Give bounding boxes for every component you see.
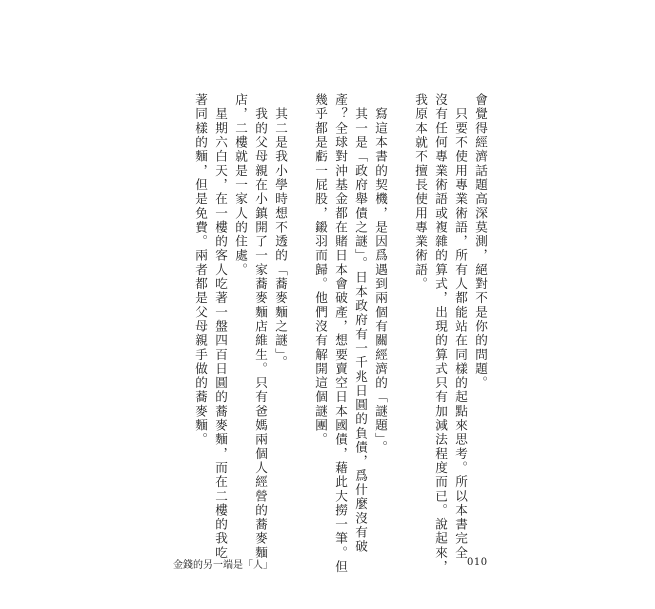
text-column: 我的父母親在小鎮開了一家蕎麥麵店維生。只有爸媽兩個人經營的蕎麥麵 [253, 93, 268, 560]
text-column: 沒有任何專業術語或複雜的算式，出現的算式只有加減法程度而已。說起來， [433, 93, 448, 575]
text-column: 店，二樓就是一家人的住處。 [233, 93, 248, 277]
footer-book-title: 金錢的另一端是「人」 [173, 560, 273, 571]
text-column: 其二是我小學時想不透的「蕎麥麵之謎」。 [273, 93, 288, 370]
text-column: 我原本就不擅長使用專業術語。 [413, 93, 428, 292]
text-column: 星期六白天，在一樓的客人吃著一盤四百日圓的蕎麥麵，而在二樓的我吃 [213, 93, 228, 560]
text-column: 產？全球對沖基金都在賭日本會破產，想要賣空日本國債，藉此大撈一筆。但 [333, 93, 348, 575]
footer-page-number: 010 [467, 557, 488, 568]
text-column: 會覺得經濟話題高深莫測，絕對不是你的問題。 [473, 93, 488, 391]
text-column: 只要不使用專業術語，所有人都能站在同樣的起點來思考。所以本書完全 [453, 93, 468, 560]
text-column: 著同樣的麵，但是免費。兩者都是父母親手做的蕎麥麵。 [193, 93, 208, 447]
text-column: 幾乎都是虧一屁股，鎩羽而歸。他們沒有解開這個謎團。 [313, 93, 328, 447]
text-column: 寫這本書的契機，是因爲遇到兩個有關經濟的「謎題」。 [373, 93, 388, 455]
text-column: 其一是「政府舉債之謎」。日本政府有一千兆日圓的負債，爲什麼沒有破 [353, 93, 368, 554]
